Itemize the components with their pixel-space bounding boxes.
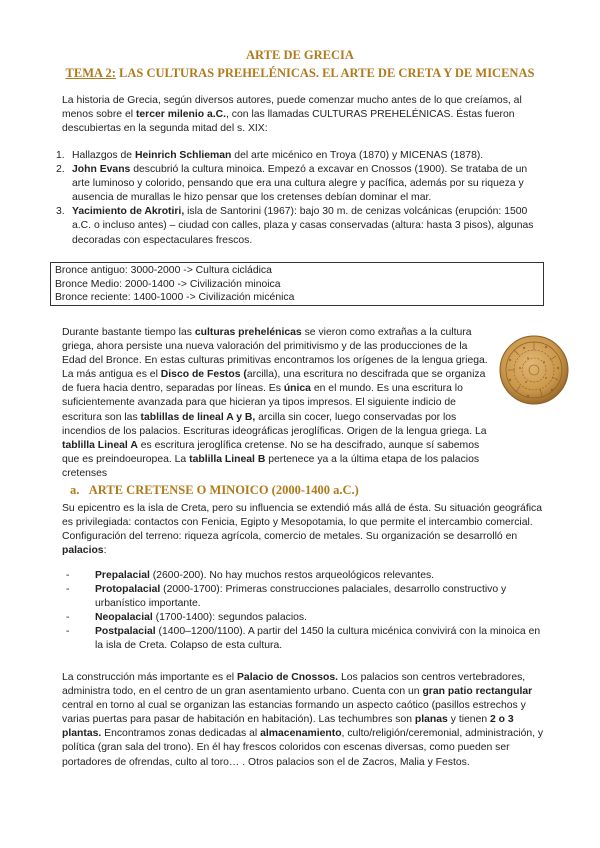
list-item: - Protopalacial (2000-1700): Primeras construcciones palaciales, desarrollo constructivo y urbanístico importante. [66, 584, 507, 610]
list-item: 3. Yacimiento de Akrotiri, isla de Santorini (1967): bajo 30 m. de cenizas volcánicas (erupción: 1500 a.C. o incluso antes) – ciudad con calles, plaza y casas conservadas (altura: hasta 3 pisos), algunas decoradas con espectaculares frescos. [56, 206, 534, 246]
list-item: - Prepalacial (2600-200). No hay muchos restos arqueológicos relevantes. [66, 570, 435, 581]
intro-paragraph: La historia de Grecia, según diversos autores, puede comenzar mucho antes de lo que creíamos, al menos sobre el tercer milenio a.C., con las llamadas CULTURAS PREHELÉNICAS. Éstas fueron descubiertas en la segunda mitad del s. XIX: [62, 95, 522, 135]
discoveries-list [50, 149, 544, 248]
knossos-paragraph: La construcción más importante es el Palacio de Cnossos. Los palacios son centros vertebradores, administra todo, en el centro de un gran asentamiento urbano. Cuenta con un gran patio rectangular central en torno al cual se organizan las estancias formando un aspecto caótico (pasillos estrechos y varias puertas para pasar de habitación en habitación). Las techumbres son planas y tienen 2 o 3 plantas. Encontramos zonas dedicadas al almacenamiento, culto/religión/ceremonial, administración, y política (gran sala del trono). En él hay frescos coloridos con escenas diversas, como pueden ser portadores de ofrendas, culto al toro… . Otros palacios son el de Zacros, Malia y Festos. [62, 672, 544, 768]
palace-periods-list [66, 569, 544, 654]
theme-title [0, 66, 600, 80]
document-title: ARTE DE GRECIA [246, 48, 354, 62]
period-line: Bronce antiguo: 3000-2000 -> Cultura cicládica [55, 265, 272, 276]
theme-label: TEMA 2: [65, 66, 116, 80]
phaistos-disc-image [498, 334, 570, 406]
list-item: 2. John Evans descubrió la cultura minoica. Empezó a excavar en Cnossos (1900). Se trataba de un arte luminoso y colorido, pensando que era una cultura alegre y pacífica, además por su riqueza y ausencia de murallas le hizo pensar que los cretenses debían dominar el mar. [56, 164, 528, 204]
period-line: Bronce Medio: 2000-1400 -> Civilización minoica [55, 278, 281, 290]
list-item: - Neopalacial (1700-1400): segundos palacios. [66, 612, 307, 624]
section-a-heading: a. ARTE CRETENSE O MINOICO (2000-1400 a.C.) [70, 483, 359, 497]
list-item: 1. Hallazgos de Heinrich Schlieman del arte micénico en Troya (1870) y MICENAS (1878). [56, 150, 484, 161]
writing-paragraph: Durante bastante tiempo las culturas prehelénicas se vieron como extrañas a la cultura griega, ahora persiste una nueva valoración del primitivismo y de las producciones de la Edad del Bronce. En estas culturas primitivas encontramos los orígenes de la lengua griega. La más antigua es el Disco de Festos (arcilla), una escritura no descifrada que se organiza de fuera hacia dentro, separadas por líneas. Es única en el mundo. Es una escritura lo suficientemente avanzada para que hicieran ya tipos impresos. El siguiente indicio de escritura son las tablillas de lineal A y B, arcilla sin cocer, luego conservadas por los incendios de los palacios. Escrituras ideográficas jeroglíficas. Origen de la lengua griega. La tablilla Lineal A es escritura jeroglífica cretense. No se ha descifrado, aunque sí sabemos que es preindoeuropea. La tablilla Lineal B pertenece ya a la última etapa de los palacios cretenses [62, 327, 488, 479]
period-line: Bronce reciente: 1400-1000 -> Civilización micénica [55, 292, 295, 303]
theme-title-text: LAS CULTURAS PREHELÉNICAS. EL ARTE DE CRETA Y DE MICENAS [119, 66, 535, 80]
section-a-paragraph: Su epicentro es la isla de Creta, pero su influencia se extendió más allá de ésta. Su situación geográfica es privilegiada: contactos con Fenicia, Egipto y Mesopotamia, lo que permite el intercambio comercial. Configuración del terreno: riqueza agrícola, comercio de metales. Su organización se desarrolló en palacios: [62, 503, 542, 557]
bronze-periods-box [50, 262, 544, 306]
list-item: - Postpalacial (1400–1200/1100). A partir del 1450 la cultura micénica convivirá con la minoica en la isla de Creta. Colapso de esta cultura. [66, 626, 541, 652]
